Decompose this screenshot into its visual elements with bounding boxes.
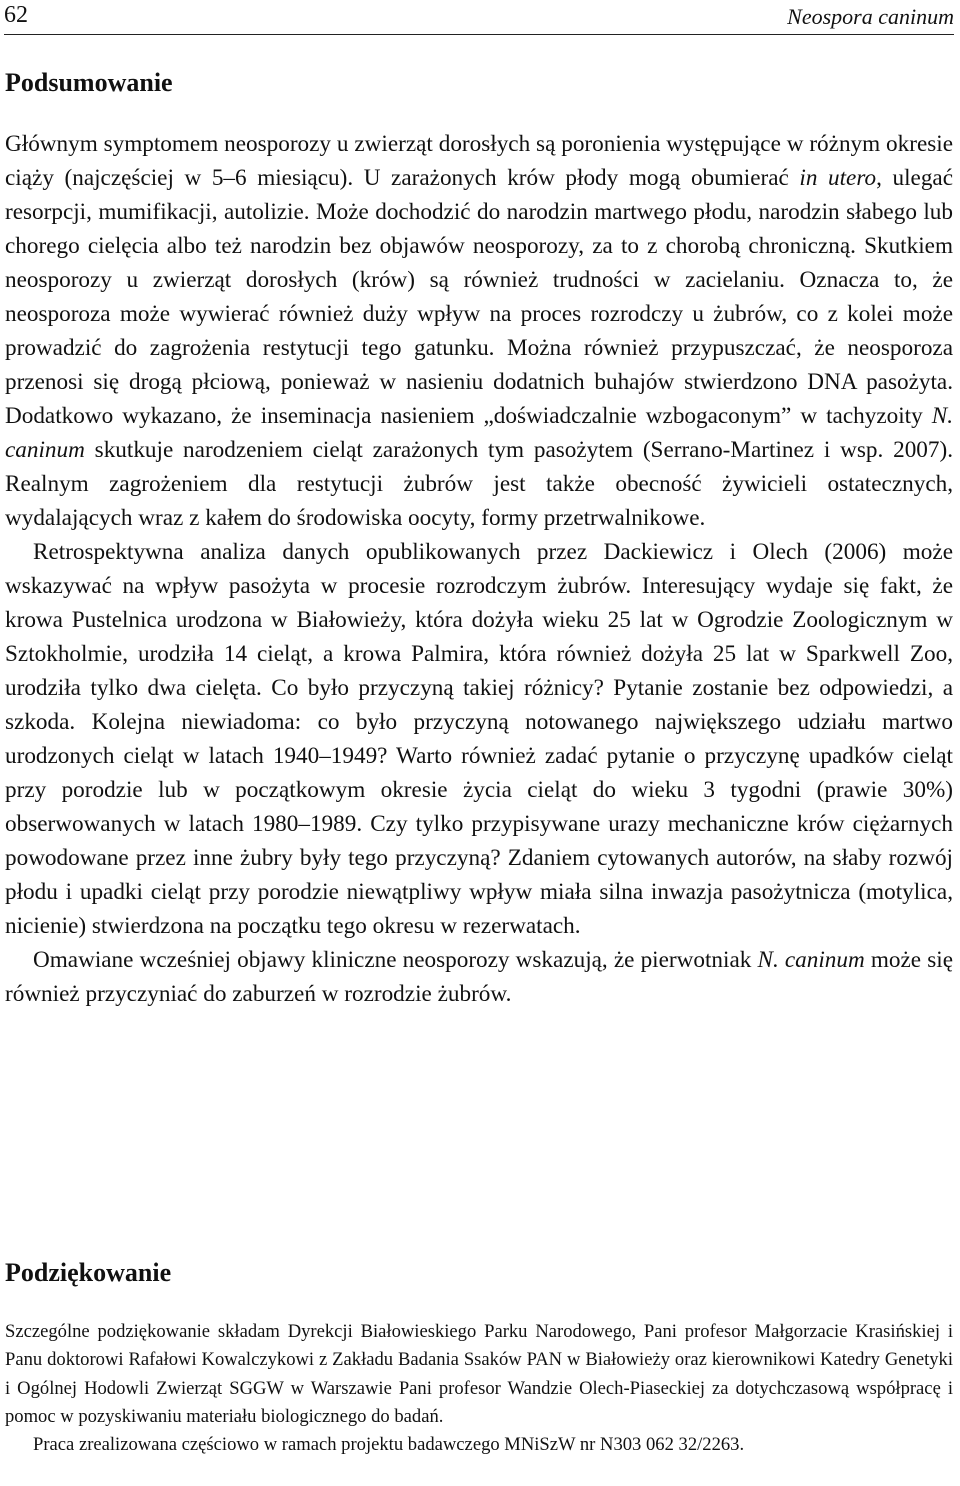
summary-paragraph-1: Głównym symptomem neosporozy u zwierząt dorosłych są poronienia występujące w różnym okresie ciąży (najczęściej w 5–6 miesiącu). U zarażonych krów płody mogą obumierać in utero, ulegać resorpcji, mumifikacji, autolizie. Może dochodzić do narodzin martwego płodu, narodzin słabego lub chorego cielęcia albo też narodzin bez objawów neosporozy, za to z chorobą chroniczną. Skutkiem neosporozy u zwierząt dorosłych (krów) są również trudności w zacielaniu. Oznacza to, że neosporoza może wywierać również duży wpływ na proces rozrodczy u żubrów, co z kolei może prowadzić do zagrożenia restytucji tego gatunku. Można również przypuszczać, że neosporoza przenosi się drogą płciową, ponieważ w nasieniu dodatnich buhajów stwierdzono DNA pasożyta. Dodatkowo wykazano, że inseminacja nasieniem „doświadczalnie wzbogaconym” w tachyzoity N. caninum skutkuje narodzeniem cieląt zarażonych tym pasożytem (Serrano-Martinez i wsp. 2007). Realnym zagrożeniem dla restytucji żubrów jest także obecność żywicieli ostatecznych, wydalających wraz z kałem do środowiska oocyty, formy przetrwalnikowe. xyxy=(5,131,953,531)
section-heading-summary: Podsumowanie xyxy=(5,68,173,97)
page-number: 62 xyxy=(4,2,28,28)
funding-note: Praca zrealizowana częściowo w ramach projektu badawczego MNiSzW nr N303 062 32/2263. xyxy=(33,1434,745,1456)
acknowledgements-body xyxy=(5,1318,953,1459)
summary-paragraph-2: Retrospektywna analiza danych opublikowanych przez Dackiewicz i Olech (2006) może wskazywać na wpływ pasożyta w procesie rozrodczym żubrów. Interesujący wydaje się fakt, że krowa Pustelnica urodzona w Białowieży, która dożyła wieku 25 lat w Ogrodzie Zoologicznym w Sztokholmie, urodziła 14 cieląt, a krowa Palmira, która również dożyła 25 lat w Sparkwell Zoo, urodziła tylko dwa cielęta. Co było przyczyną takiej różnicy? Pytanie zostanie bez odpowiedzi, a szkoda. Kolejna niewiadoma: co było przyczyną notowanego największego udziału martwo urodzonych cieląt w latach 1940–1949? Warto również zadać pytanie o przyczynę upadków cieląt przy porodzie lub w początkowym okresie życia cieląt do wieku 3 tygodni (prawie 30%) obserwowanych w latach 1980–1989. Czy tylko przypisywane urazy mechaniczne krów ciężarnych powodowane przez inne żubry były tego przyczyną? Zdaniem cytowanych autorów, na słaby rozwój płodu i upadki cieląt przy porodzie niewątpliwy wpływ miała silna inwazja pasożytnicza (motylica, nicienie) stwierdzona na początku tego okresu w rezerwatach. xyxy=(5,539,953,939)
summary-body xyxy=(5,127,953,1011)
acknowledgements-paragraph: Szczególne podziękowanie składam Dyrekcji Białowieskiego Parku Narodowego, Pani profesor Małgorzacie Krasińskiej i Panu doktorowi Rafałowi Kowalczykowi z Zakładu Badania Ssaków PAN w Białowieży oraz kierownikowi Katedry Genetyki i Ogólnej Hodowli Zwierząt SGGW w Warszawie Pani profesor Wandzie Olech-Piaseckiej za dotychczasową współpracę i pomoc w pozyskiwaniu materiału biologicznego do badań. xyxy=(5,1321,953,1427)
section-heading-acknowledgements: Podziękowanie xyxy=(5,1258,172,1287)
running-title: Neospora caninum xyxy=(787,4,954,29)
italic-species-name: N. caninum xyxy=(757,947,865,973)
summary-paragraph-3: Omawiane wcześniej objawy kliniczne neosporozy wskazują, że pierwotniak N. caninum może się również przyczyniać do zaburzeń w rozrodzie żubrów. xyxy=(5,947,953,1007)
page-header xyxy=(4,0,954,35)
italic-species-name: N. caninum xyxy=(5,403,953,463)
italic-term: in utero xyxy=(799,165,877,191)
